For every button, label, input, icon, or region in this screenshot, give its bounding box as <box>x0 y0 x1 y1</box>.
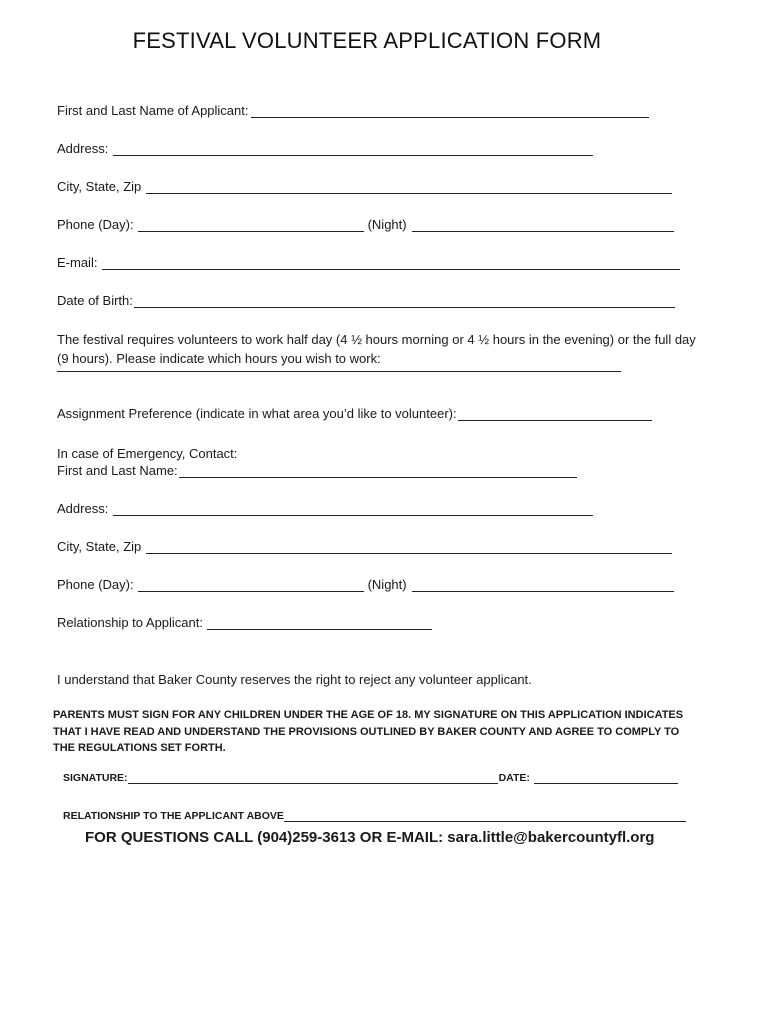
assignment-label: Assignment Preference (indicate in what area you’d like to volunteer): <box>57 406 457 421</box>
dob-label: Date of Birth: <box>57 293 133 308</box>
signature-row <box>63 772 678 784</box>
emergency-phone-day-label: Phone (Day): <box>57 577 134 592</box>
address-label: Address: <box>57 141 109 156</box>
emergency-phone-night-field[interactable] <box>412 579 674 592</box>
phone-day-label: Phone (Day): <box>57 217 134 232</box>
city-label: City, State, Zip <box>57 179 142 194</box>
applicant-name-label: First and Last Name of Applicant: <box>57 103 249 118</box>
assignment-field[interactable] <box>458 408 652 421</box>
emergency-phone-night-label: (Night) <box>367 577 407 592</box>
email-field[interactable] <box>102 257 680 270</box>
emergency-phone-row <box>57 577 674 592</box>
email-row <box>57 255 680 270</box>
city-field[interactable] <box>146 181 672 194</box>
hours-field[interactable] <box>57 371 621 372</box>
emergency-city-row <box>57 539 672 554</box>
signature-field[interactable] <box>128 773 498 784</box>
city-row <box>57 179 672 194</box>
dob-field[interactable] <box>134 295 675 308</box>
form-title: FESTIVAL VOLUNTEER APPLICATION FORM <box>132 28 602 53</box>
emergency-name-label: First and Last Name: <box>57 463 178 478</box>
hours-paragraph: The festival requires volunteers to work half day (4 ½ hours morning or 4 ½ hours in the evening) or the full day (9 hours). Please indicate which hours you wish to work: <box>57 332 696 366</box>
applicant-name-field[interactable] <box>251 105 649 118</box>
emergency-city-field[interactable] <box>146 541 672 554</box>
address-field[interactable] <box>113 143 593 156</box>
applicant-name-row <box>57 103 649 118</box>
address-row <box>57 141 593 156</box>
emergency-phone-day-field[interactable] <box>138 579 364 592</box>
assignment-row <box>57 406 652 421</box>
parents-notice: PARENTS MUST SIGN FOR ANY CHILDREN UNDER THE AGE OF 18. MY SIGNATURE ON THIS APPLICATION INDICATES THAT I HAVE READ AND UNDERSTAND THE PROVISIONS OUTLINED BY BAKER COUNTY AND AGREE TO COMPLY TO THE REGULATIONS SET FORTH. <box>53 709 684 754</box>
phone-row <box>57 217 674 232</box>
relationship-above-row <box>63 810 686 822</box>
emergency-address-label: Address: <box>57 501 109 516</box>
questions-contact: FOR QUESTIONS CALL (904)259-3613 OR E-MAIL: sara.little@bakercountyfl.org <box>85 829 655 846</box>
emergency-address-field[interactable] <box>113 503 593 516</box>
signature-label: SIGNATURE: <box>63 772 128 784</box>
date-field[interactable] <box>534 773 678 784</box>
phone-day-field[interactable] <box>138 219 364 232</box>
date-label: DATE: <box>498 772 530 784</box>
emergency-address-row <box>57 501 593 516</box>
emergency-heading: In case of Emergency, Contact: <box>57 446 238 461</box>
relationship-above-label: RELATIONSHIP TO THE APPLICANT ABOVE <box>63 810 284 822</box>
phone-night-field[interactable] <box>412 219 674 232</box>
relationship-field[interactable] <box>207 617 432 630</box>
relationship-above-field[interactable] <box>284 811 686 822</box>
relationship-label: Relationship to Applicant: <box>57 615 203 630</box>
emergency-name-row <box>57 463 577 478</box>
dob-row <box>57 293 675 308</box>
phone-night-label: (Night) <box>367 217 407 232</box>
email-label: E-mail: <box>57 255 98 270</box>
relationship-row <box>57 615 432 630</box>
emergency-city-label: City, State, Zip <box>57 539 142 554</box>
understand-statement: I understand that Baker County reserves the right to reject any volunteer applicant. <box>57 672 532 687</box>
emergency-name-field[interactable] <box>179 465 577 478</box>
